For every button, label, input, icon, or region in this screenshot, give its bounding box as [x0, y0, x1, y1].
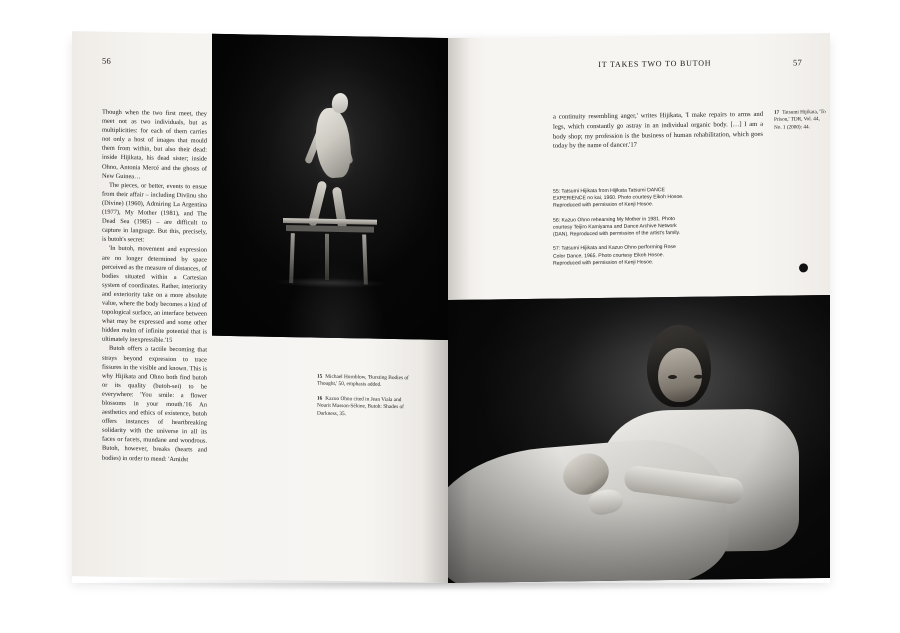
- footnote-number: 15: [317, 373, 323, 380]
- running-head: IT TAKES TWO TO BUTOH: [598, 58, 712, 70]
- pedestal-top: [283, 218, 377, 225]
- side-footnote: [774, 109, 826, 132]
- caption-number: 57: [553, 245, 559, 252]
- paragraph: a continuity resembling anger,' writes Hijikata, 'I make repairs to arms and legs, which constantly go astray in an individual organic body. […] I am a body shop; my profession is the business of human rehabilitation, which goes today by the name of dancer.'17: [553, 110, 763, 150]
- caption-text: Tatsumi Hijikata from Hijikata Tatsumi DANCE EXPERIENCE no kai, 1960. Photo courtesy Eikoh Hosoe. Reproduced with permission of Kenji Hosoe.: [553, 187, 684, 210]
- caption-number: 55: [553, 188, 559, 195]
- caption-item: 57: Tatsumi Hijikata and Kazuo Ohno performing Rose Color Dance, 1965. Photo courtesy Eikoh Hosoe. Reproduced with permission of Kenji Hosoe.: [553, 244, 676, 267]
- footnote-item: [317, 396, 413, 419]
- paragraph: Butoh offers a tactile becoming that strays beyond expression to trace fissures in the visible and known. This is why Hijikata and Ohno both find butoh or its quality (butoh-sei) to be everywhere: 'You smile: a flower blossoms in your mouth.'16 An aesthetics and ethics of existence, butoh offers instances of heartbreaking solidarity with the universe in all its faces or facets, mundane and wondrous. Butoh, however, breaks (hearts and bodies) in order to mend: 'Amidst: [102, 345, 207, 463]
- paragraph: 'In butoh, movement and expression are no longer determined by space perceived as the measure of distances, of bodies situated within a Cartesian system of coordinates. Rather, interiority and exteriority take on a more absolute value, where the body becomes a kind of topological surface, an interface between what may be expressed and some other hidden realm of infinite potential that is ultimately inexpressible.'15: [102, 245, 207, 345]
- caption-item: 55: Tatsumi Hijikata from Hijikata Tatsumi DANCE EXPERIENCE no kai, 1960. Photo courtesy Eikoh Hosoe. Reproduced with permission of Kenji Hosoe.: [553, 187, 684, 210]
- pedestal-side: [286, 225, 373, 233]
- footnote-text: Tatsumi Hijikata, 'To Prison,' TDR, Vol. 44, No. 1 (2000): 44.: [774, 109, 826, 131]
- caption-text: Kazuo Ohno rehearsing My Mother in 1981. Photo courtesy Teijiro Kamiyama and Dance Archive Network (DAN). Reproduced with permission of the artist's family.: [553, 215, 681, 238]
- footnote-item: [317, 374, 413, 390]
- paragraph: The pieces, or better, events to ensue from their affair – including Divīinu sho (Divine) (1960), Admiring La Argentina (1977), My Mother (1981), and The Dead Sea (1985) – are difficult to capture in language. But this, precisely, is butoh's secret:: [102, 181, 207, 244]
- caption-item: 56: Kazuo Ohno rehearsing My Mother in 1981. Photo courtesy Teijiro Kamiyama and Dance Archive Network (DAN). Reproduced with permission of the artist's family.: [553, 215, 681, 238]
- footnote-text: Kazuo Ohno cited in Jean Viala and Nourit Masson-Sékine, Butoh: Shades of Darkness, 35.: [317, 396, 404, 417]
- performer-eye-left: [668, 375, 677, 379]
- dancer-on-pedestal-photo: [212, 34, 448, 340]
- left-page-footnotes: [317, 374, 413, 427]
- left-page-body-text: [102, 108, 207, 465]
- page-marker-dot: [799, 263, 808, 272]
- pedestal-leg: [325, 234, 329, 280]
- figure-captions: [553, 187, 685, 275]
- caption-text: Tatsumi Hijikata and Kazuo Ohno performing Rose Color Dance, 1965. Photo courtesy Eikoh Hosoe. Reproduced with permission of Kenji Hosoe.: [553, 244, 676, 267]
- right-page: [448, 33, 830, 583]
- left-page: [72, 31, 448, 583]
- caption-number: 56: [553, 217, 559, 224]
- photo-floor-glow: [283, 258, 387, 338]
- pedestal-shadow: [273, 276, 386, 288]
- book-spread: [72, 38, 830, 583]
- figure-head: [331, 92, 350, 114]
- paragraph: Though when the two first meet, they meet not as two individuals, but as multiplicities: for each of them carries not only a host of images that mould them from within, but also their dead: inside Hijikata, his dead sister; inside Ohno, Antonia Mercé and the ghosts of New Guinea…: [102, 108, 207, 181]
- figure-torso: [312, 107, 353, 180]
- footnote-number: 17: [774, 109, 780, 116]
- two-performers-photo: [448, 295, 830, 583]
- footnote-number: 16: [317, 395, 323, 402]
- footnote-text: Michael Hornblow, 'Bursting Bodies of Thought,' 50, emphasis added.: [317, 373, 409, 388]
- folio-right: 57: [792, 57, 802, 68]
- folio-left: 56: [102, 55, 112, 66]
- right-page-body-text: [553, 110, 763, 152]
